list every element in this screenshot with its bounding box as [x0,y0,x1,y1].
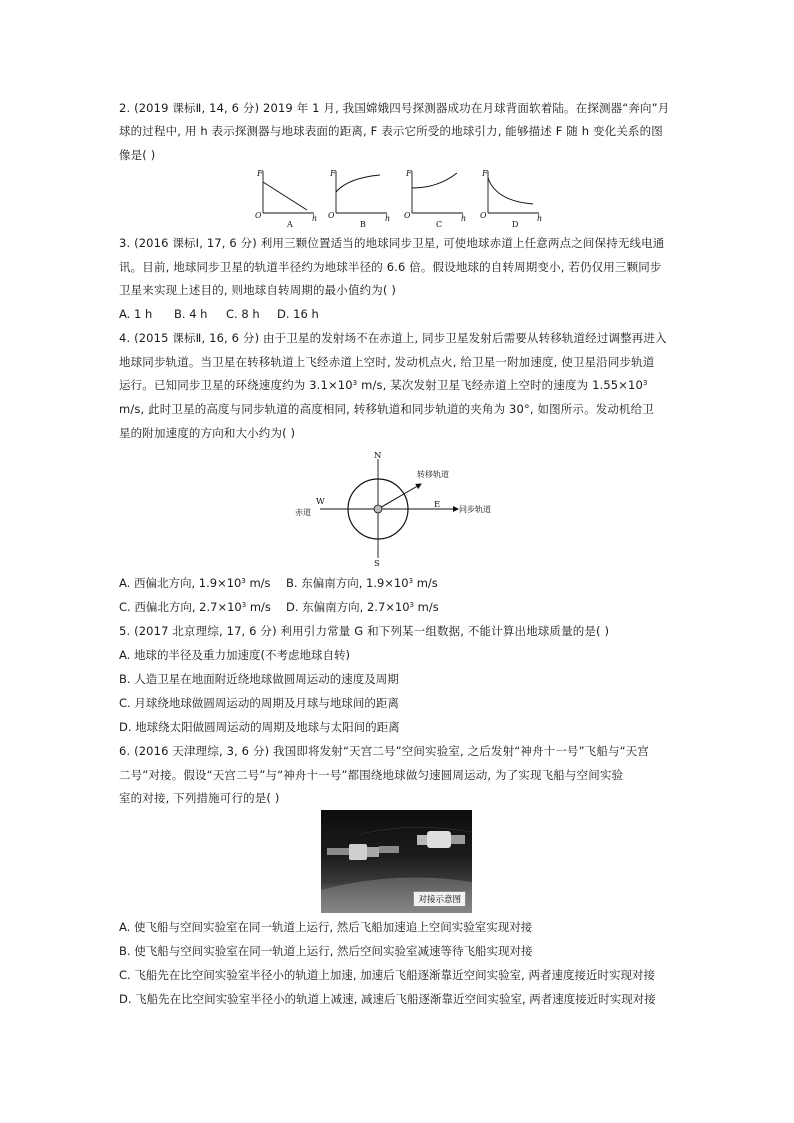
q6-line-1: 6. (2016 天津理综, 3, 6 分) 我国即将发射“天宫二号”空间实验室, 之后发射“神舟十一号”飞船与“天宫 [119,744,650,758]
q4-line-5: 星的附加速度的方向和大小约为( ) [119,426,296,440]
q6-option-b: B. 使飞船与空间实验室在同一轨道上运行, 然后空间实验室减速等待飞船实现对接 [119,944,533,958]
q5-option-a: A. 地球的半径及重力加速度(不考虑地球自转) [119,648,350,662]
graph-d-origin: O [480,211,487,220]
graph-d [480,169,542,229]
q4-line-4: m/s, 此时卫星的高度与同步轨道的高度相同, 转移轨道和同步轨道的夹角为 30°, 如图所示。发动机给卫 [119,402,654,416]
q2-line-3: 像是( ) [119,148,156,162]
exponent: 3 [643,379,648,387]
graph-d-option: D [512,220,519,229]
q5-option-d: D. 地球绕太阳做圆周运动的周期及地球与太阳间的距离 [119,720,400,734]
west-label: W [316,497,325,507]
q3-option-d: D. 16 h [277,307,319,321]
satellite-dot [374,505,382,513]
q5-option-b: B. 人造卫星在地面附近绕地球做圆周运动的速度及周期 [119,672,399,686]
graph-c-option: C [436,220,443,229]
q3-option-b: B. 4 h [174,307,208,321]
graph-c-origin: O [404,211,411,220]
q3-option-a: A. 1 h [119,307,153,321]
graph-a-y-label: F [257,169,263,178]
q5-option-c: C. 月球绕地球做圆周运动的周期及月球与地球间的距离 [119,696,399,710]
q6-option-d: D. 飞船先在比空间实验室半径小的轨道上减速, 减速后飞船逐渐靠近空间实验室, 两者速度接近时实现对接 [119,992,656,1006]
graph-b-y-label: F [330,169,336,178]
q2-line-1: 2. (2019 课标Ⅱ, 14, 6 分) 2019 年 1 月, 我国嫦娥四号探测器成功在月球背面软着陆。在探测器“奔向”月 [119,101,670,115]
q3-line-2: 讯。目前, 地球同步卫星的轨道半径约为地球半径的 6.6 倍。假设地球的自转周期变小, 若仍仅用三颗同步 [119,260,662,274]
q4-line-3-start: 运行。已知同步卫星的环绕速度约为 3.1×10 [119,378,353,392]
q4-option-c: C. 西偏北方向, $2.7\times 10^3$ m/s [119,600,271,614]
q4-option-a: A. 西偏北方向, $1.9\times 10^3$ m/s [119,576,271,590]
q6-line-2: 二号”对接。假设“天宫二号”与“神舟十一号”都围绕地球做匀速圆周运动, 为了实现飞船与空间实验 [119,768,624,782]
sync-orbit-label: 同步轨道 [459,505,491,514]
q3-line-3: 卫星来实现上述目的, 则地球自转周期的最小值约为( ) [119,283,396,297]
q6-option-a: A. 使飞船与空间实验室在同一轨道上运行, 然后飞船加速追上空间实验室实现对接 [119,920,533,934]
q5-line-1: 5. (2017 北京理综, 17, 6 分) 利用引力常量 G 和下列某一组数据, 不能计算出地球质量的是( ) [119,624,610,638]
graph-a-x-label: h [312,214,318,223]
docking-photo [321,810,472,913]
north-label: N [374,451,382,461]
east-label: E [434,500,441,510]
graph-b-origin: O [328,211,335,220]
q4-line-3-mid: m/s, 某次发射卫星飞经赤道上空时的速度为 1.55×10 [357,378,643,392]
q4-option-b: B. 东偏南方向, $1.9\times 10^3$ m/s [286,576,438,590]
graph-c-y-label: F [406,169,412,178]
q3-option-c: C. 8 h [226,307,260,321]
graph-b-option: B [360,220,366,229]
exponent: 3 [352,379,358,387]
graph-c-x-label: h [461,214,467,223]
q4-line-1: 4. (2015 课标Ⅱ, 16, 6 分) 由于卫星的发射场不在赤道上, 同步卫星发射后需要从转移轨道经过调整再进入 [119,331,667,345]
graph-b-x-label: h [385,214,391,223]
graph-a-origin: O [255,211,262,220]
graph-c [404,169,466,229]
equator-label: 赤道 [295,508,311,517]
graph-d-y-label: F [482,169,488,178]
q4-line-2: 地球同步轨道。当卫星在转移轨道上飞经赤道上空时, 发动机点火, 给卫星一附加速度, 使卫星沿同步轨道 [119,355,655,369]
q6-line-3: 室的对接, 下列措施可行的是( ) [119,791,280,805]
q4-option-d: D. 东偏南方向, $2.7\times 10^3$ m/s [286,600,439,614]
south-label: S [374,559,380,569]
photo-caption: 对接示意图 [413,891,466,907]
orbit-diagram [275,446,520,571]
spacecraft-icon [327,844,399,860]
graph-b [328,169,390,229]
graph-d-x-label: h [537,214,543,223]
q4-line-3 [119,378,648,392]
q2-graphs [252,163,552,231]
q2-line-2: 球的过程中, 用 h 表示探测器与地球表面的距离, F 表示它所受的地球引力, 能够描述 F 随 h 变化关系的图 [119,124,663,138]
transfer-orbit-label: 转移轨道 [417,470,449,479]
graph-a [255,169,317,229]
graph-a-option: A [287,220,293,229]
space-lab-icon [417,831,465,848]
q3-line-1: 3. (2016 课标Ⅰ, 17, 6 分) 利用三颗位置适当的地球同步卫星, 可使地球赤道上任意两点之间保持无线电通 [119,236,665,250]
q6-option-c: C. 飞船先在比空间实验室半径小的轨道上加速, 加速后飞船逐渐靠近空间实验室, 两者速度接近时实现对接 [119,968,655,982]
